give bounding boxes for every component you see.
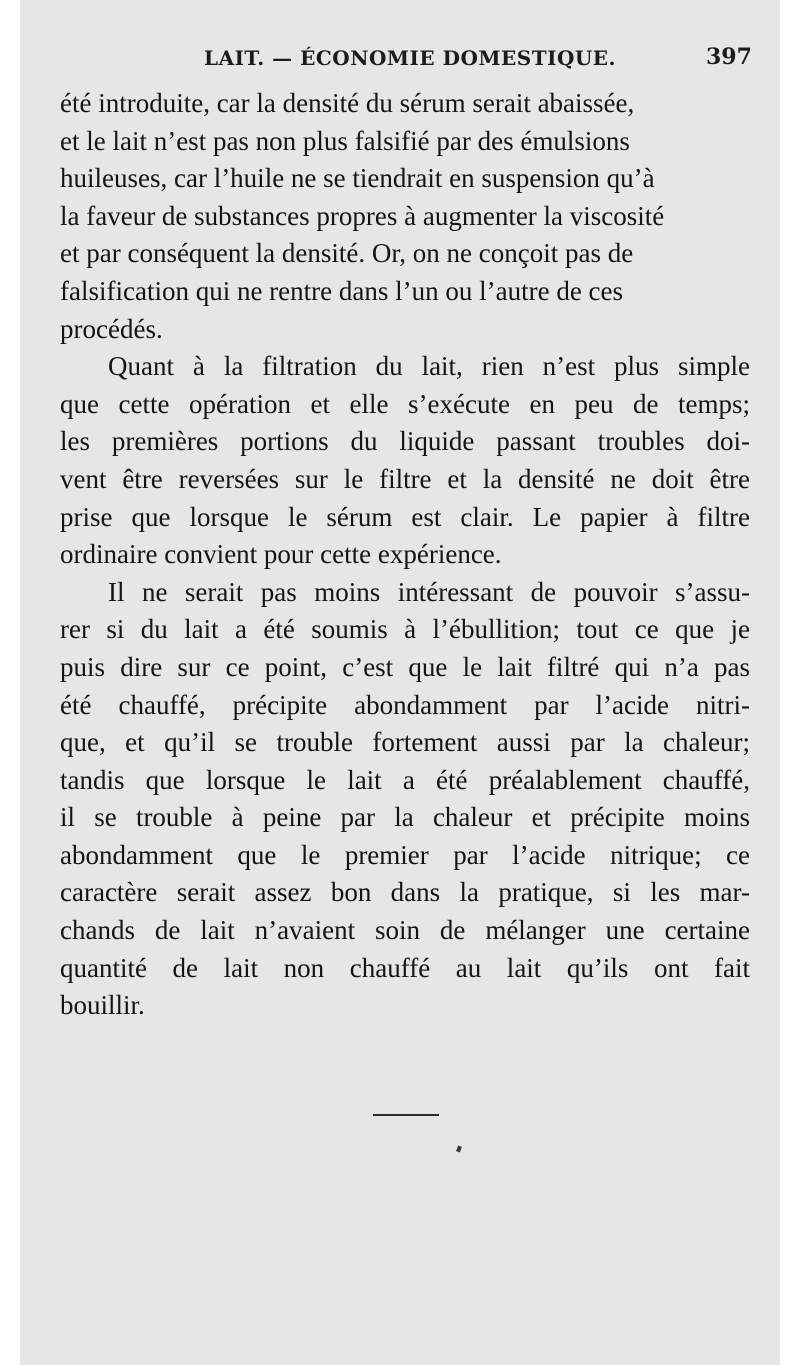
text-line: puis dire sur ce point, c’est que le lait filtré qui n’a pas xyxy=(60,651,750,682)
ink-speck xyxy=(456,1145,462,1152)
text-line: caractère serait assez bon dans la pratique, si les mar- xyxy=(60,877,750,908)
running-header xyxy=(20,46,780,76)
page-number: 397 xyxy=(706,44,752,70)
text-line: été introduite, car la densité du sérum serait abaissée, xyxy=(60,88,635,118)
text-line: rer si du lait a été soumis à l’ébullition; tout ce que je xyxy=(60,614,750,645)
section-end-rule xyxy=(373,1114,439,1116)
text-line: bouillir. xyxy=(60,990,145,1021)
text-line: ordinaire convient pour cette expérience. xyxy=(60,539,502,570)
book-page xyxy=(20,0,780,1365)
text-line: et le lait n’est pas non plus falsifié par des émulsions xyxy=(60,125,630,156)
text-line: et par conséquent la densité. Or, on ne conçoit pas de xyxy=(60,238,634,269)
text-line: il se trouble à peine par la chaleur et précipite moins xyxy=(60,802,750,833)
text-line: que cette opération et elle s’exécute en peu de temps; xyxy=(60,388,750,419)
text-line: Quant à la filtration du lait, rien n’est plus simple xyxy=(108,351,750,382)
paragraph-3 xyxy=(60,574,750,1025)
body-text xyxy=(60,85,750,1025)
text-line: chands de lait n’avaient soin de mélanger une certaine xyxy=(60,915,750,946)
text-line: que, et qu’il se trouble fortement aussi par la chaleur; xyxy=(60,727,750,758)
text-line: quantité de lait non chauffé au lait qu’ils ont fait xyxy=(60,952,750,983)
text-line: prise que lorsque le sérum est clair. Le papier à filtre xyxy=(60,501,750,532)
text-line: la faveur de substances propres à augmenter la viscosité xyxy=(60,200,665,231)
text-line: été chauffé, précipite abondamment par l’acide nitri- xyxy=(60,689,750,720)
text-line: abondamment que le premier par l’acide nitrique; ce xyxy=(60,839,750,870)
text-line: tandis que lorsque le lait a été préalablement chauffé, xyxy=(60,764,750,795)
text-line: Il ne serait pas moins intéressant de pouvoir s’assu- xyxy=(108,576,750,607)
text-line: huileuses, car l’huile ne se tiendrait en suspension qu’à xyxy=(60,163,655,194)
text-line: vent être reversées sur le filtre et la densité ne doit être xyxy=(60,463,750,494)
running-title: LAIT. — ÉCONOMIE DOMESTIQUE. xyxy=(204,46,617,70)
paragraph-1 xyxy=(60,85,750,348)
text-line: procédés. xyxy=(60,313,163,344)
text-line: les premières portions du liquide passant troubles doi- xyxy=(60,426,750,457)
paragraph-2 xyxy=(60,348,750,574)
text-line: falsification qui ne rentre dans l’un ou l’autre de ces xyxy=(60,275,624,306)
